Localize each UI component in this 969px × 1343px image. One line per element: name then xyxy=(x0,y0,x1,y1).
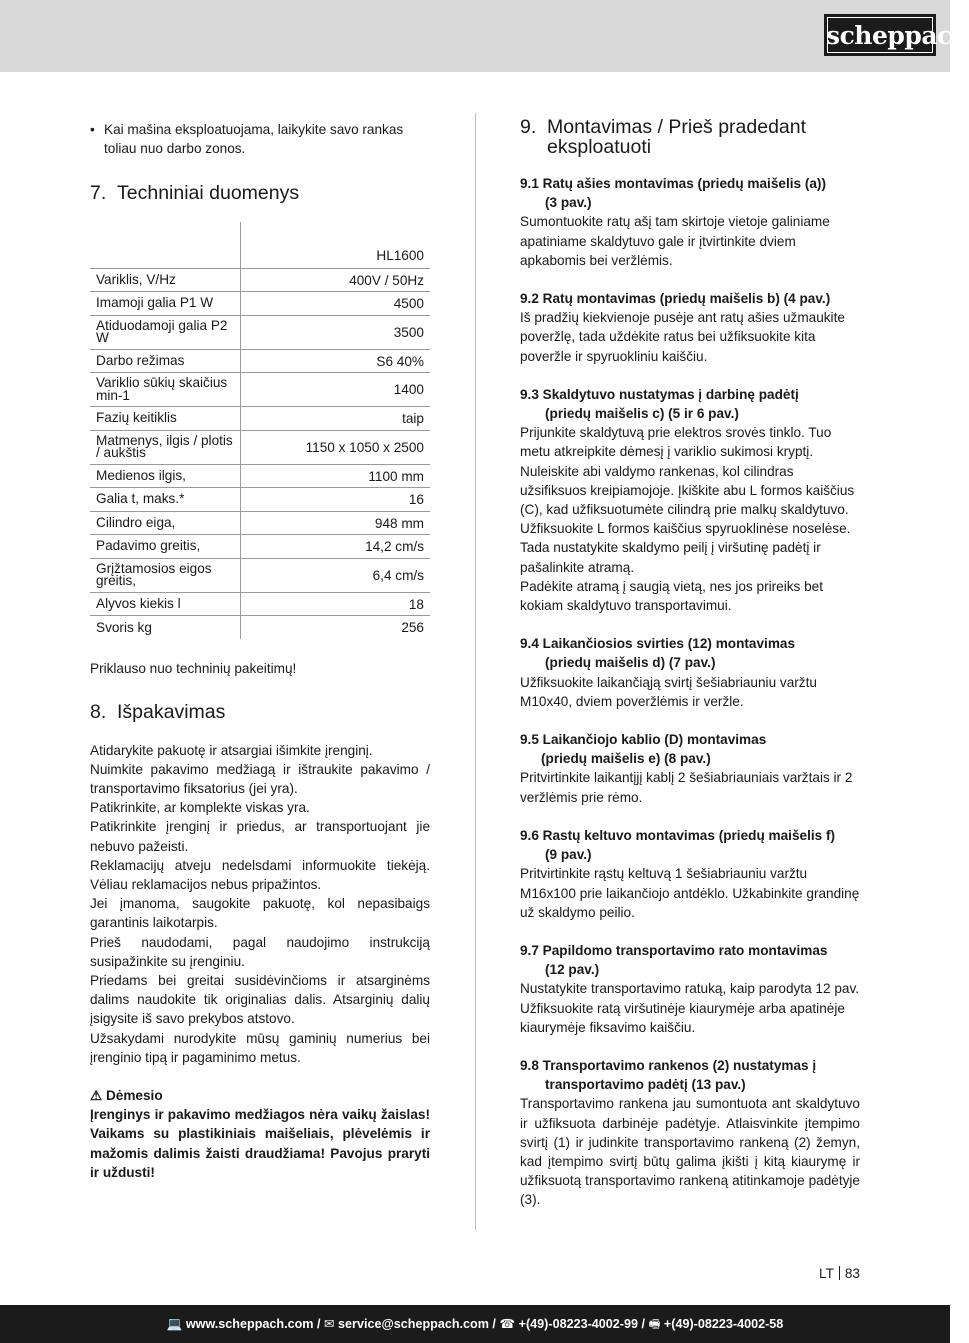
row-label: Fazių keitiklis xyxy=(90,407,240,431)
unpack-line: Priedams bei greitai susidėvinčioms ir atsarginėms dalims naudokite tik originalias dalis. Atsarginių dalių įsigysite iš savo prekybos atstovo. xyxy=(90,973,430,1027)
section-8-heading xyxy=(90,701,430,723)
footer-email-link[interactable]: service@scheppach.com xyxy=(338,1317,489,1331)
subsection-title-line: 9.6 Rastų keltuvo montavimas (priedų maišelis f) xyxy=(520,827,836,843)
section-8-title: Išpakavimas xyxy=(117,700,226,723)
table-row xyxy=(90,373,430,407)
phone-icon: ☎ xyxy=(499,1317,516,1331)
subsection-title xyxy=(520,941,860,979)
row-label: Cilindro eiga, xyxy=(90,511,240,535)
subsection-text: Nustatykite transportavimo ratuką, kaip parodyta 12 pav. Užfiksuokite ratą viršutinėje kiaurymėje arba apatinėje kiaurymėje fiksavimo kaiščiu. xyxy=(520,981,860,1035)
page-num: 83 xyxy=(844,1266,860,1281)
row-label: Variklis, V/Hz xyxy=(90,268,240,292)
row-value: 3500 xyxy=(240,315,430,349)
warning-text: Įrenginys ir pakavimo medžiagos nėra vaikų žaislas! Vaikams su plastikiniais maišeliais, plėvelėmis ir mažomis dalimis žaisti draudžiama! Pavojus praryti ir uždusti! xyxy=(90,1107,430,1180)
subsection-text: Sumontuokite ratų ašį tam skirtoje vietoje galiniame apatiniame skaldytuvo gale ir įtvirtinkite dviem apkabomis bei veržlėmis. xyxy=(520,214,830,268)
unpack-line: Reklamacijų atveju nedelsdami informuokite tiekėją. Vėliau reklamacijos nebus pripažintos. xyxy=(90,857,430,893)
section-7-heading xyxy=(90,182,430,204)
section-7-title: Techniniai duomenys xyxy=(117,182,300,205)
fax-icon: 🖷 xyxy=(648,1317,661,1331)
subsection-9-7 xyxy=(520,941,860,1037)
section-7-number: 7. xyxy=(90,182,107,205)
table-row xyxy=(90,430,430,464)
row-value: 256 xyxy=(401,620,424,636)
unpack-line: Jei įmanoma, saugokite pakuotę, kol nepasibaigs garantinis laikotarpis. xyxy=(90,896,430,931)
warning-heading xyxy=(90,1086,430,1105)
subsection-title xyxy=(520,634,860,672)
row-label: Padavimo greitis, xyxy=(90,535,240,559)
warning-title: Dėmesio xyxy=(105,1088,163,1104)
subsection-title xyxy=(520,730,860,768)
page-number-separator xyxy=(839,1266,840,1280)
row-value: 1400 xyxy=(240,373,430,407)
row-value: 14,2 cm/s xyxy=(240,535,430,559)
subsection-title xyxy=(520,385,860,423)
unpack-line: Nuimkite pakavimo medžiagą ir ištraukite pakavimo / transportavimo fiksatorius (jei yra). xyxy=(90,761,430,797)
subsection-title-cont: (3 pav.) xyxy=(545,195,592,211)
table-model: HL1600 xyxy=(240,222,430,268)
table-row xyxy=(90,315,430,349)
subsection-text: Iš pradžių kiekvienoje pusėje ant ratų ašies užmaukite poveržlę, tada uždėkite ratus bei užfiksuokite kita poveržle ir spyruokliniu kaiščiu. xyxy=(520,310,845,364)
row-label: Grįžtamosios eigos greitis, xyxy=(90,558,240,592)
footer-fax: +(49)-08223-4002-58 xyxy=(663,1317,784,1331)
unpack-line: Atidarykite pakuotę ir atsargiai išimkite įrenginį. xyxy=(90,742,373,758)
page-number xyxy=(819,1265,860,1282)
footer-website-link[interactable]: www.scheppach.com xyxy=(185,1317,314,1331)
technical-change-note: Priklauso nuo techninių pakeitimų! xyxy=(90,661,297,677)
table-row xyxy=(90,488,430,512)
subsection-title xyxy=(520,1056,860,1094)
row-value: S6 40% xyxy=(240,349,430,373)
left-column xyxy=(90,120,430,1182)
subsection-title-line: 9.1 Ratų ašies montavimas (priedų maišelis (a)) xyxy=(520,176,826,191)
subsection-title-line: 9.8 Transportavimo rankenos (2) nustatymas į xyxy=(520,1057,817,1073)
footer-phone: +(49)-08223-4002-99 xyxy=(518,1317,639,1331)
subsection-9-3 xyxy=(520,385,860,615)
subsection-9-2 xyxy=(520,289,860,366)
mail-icon: ✉ xyxy=(323,1317,335,1331)
section-8-number: 8. xyxy=(90,700,107,723)
row-value: 16 xyxy=(240,488,430,512)
row-value: 948 mm xyxy=(240,511,430,535)
table-row xyxy=(90,616,430,640)
row-value: 4500 xyxy=(240,292,430,316)
unpack-line: Prieš naudodami, pagal naudojimo instrukciją susipažinkite su įrenginiu. xyxy=(90,934,430,969)
table-row xyxy=(90,349,430,373)
footer-contact-bar: 💻 www.scheppach.com / ✉ service@scheppach.com / ☎ +(49)-08223-4002-99 / 🖷 +(49)-08223-4002-58 xyxy=(0,1305,950,1343)
row-value: taip xyxy=(240,407,430,431)
subsection-9-8 xyxy=(520,1056,860,1210)
subsection-text: Pritvirtinkite rąstų keltuvą 1 šešiabriauniu varžtu M16x100 prie laikančiojo antdėklo. Užkabinkite grandinę už skaldymo peilio. xyxy=(520,866,860,920)
table-row xyxy=(90,558,430,592)
safety-bullet: • Kai mašina eksploatuojama, laikykite savo rankas toliau nuo darbo zonos. xyxy=(90,120,430,158)
right-column xyxy=(520,117,860,1210)
scheppach-logo: scheppach xyxy=(824,14,936,56)
subsection-title-cont: transportavimo padėtį (13 pav.) xyxy=(545,1077,746,1093)
row-label: Medienos ilgis, xyxy=(90,464,240,488)
table-row xyxy=(90,464,430,488)
table-header-empty xyxy=(90,222,240,268)
unpack-line: Užsakydami nurodykite mūsų gaminių numerius bei įrenginio tipą ir pagaminimo metus. xyxy=(90,1030,430,1065)
subsection-text-extra: Padėkite atramą į saugią vietą, nes jos prireiks bet kokiam skaldytuvo transportavimui. xyxy=(520,578,823,614)
table-row xyxy=(90,511,430,535)
subsection-text: Prijunkite skaldytuvą prie elektros srovės tinklo. Tuo metu atkreipkite dėmesį į variklio sukimosi kryptį. Nuleiskite abi valdymo rankenas, kol cilindras užsifiksuos kreipiamojoje. Įkiškite abu L formos kaiščius (C), kad užfiksuotumėte cilindrą prie malkų skaldytuvo. Užfiksuokite L formos kaiščius spyruoklinėse noselėse. Tada nustatykite skaldymo peilį į viršutinę padėtį ir pašalinkite atramą. xyxy=(520,425,855,575)
section-9-number: 9. xyxy=(520,116,537,138)
subsection-title-line: 9.3 Skaldytuvo nustatymas į darbinę padėtį xyxy=(520,386,799,402)
subsection-title-line: 9.2 Ratų montavimas (priedų maišelis b) (4 pav.) xyxy=(520,291,831,307)
row-value: 1150 x 1050 x 2500 xyxy=(240,430,430,464)
subsection-title-cont: (priedų maišelis c) (5 ir 6 pav.) xyxy=(545,406,739,422)
page-lang: LT xyxy=(819,1266,834,1281)
header-band xyxy=(0,0,950,72)
table-row xyxy=(90,268,430,292)
row-value: 400V / 50Hz xyxy=(240,268,430,292)
subsection-9-4 xyxy=(520,634,860,711)
row-label: Alyvos kiekis l xyxy=(90,592,240,616)
subsection-text: Pritvirtinkite laikantįjį kablį 2 šešiabriauniais varžtais ir 2 veržlėmis prie rėmo. xyxy=(520,770,853,805)
unpack-line: Patikrinkite, ar komplekte viskas yra. xyxy=(90,800,310,816)
section-9-heading xyxy=(520,117,860,157)
row-label: Variklio sūkių skaičius min-1 xyxy=(90,373,240,407)
computer-icon: 💻 xyxy=(166,1317,183,1331)
row-label: Imamoji galia P1 W xyxy=(90,292,240,316)
table-header-row xyxy=(90,222,430,268)
section-9-title: Montavimas / Prieš pradedant eksploatuoti xyxy=(547,116,807,158)
table-row xyxy=(90,407,430,431)
row-label: Matmenys, ilgis / plotis / aukštis xyxy=(90,430,240,464)
row-label: Darbo režimas xyxy=(90,349,240,373)
subsection-title-cont: (12 pav.) xyxy=(545,962,600,978)
row-label: Atiduodamoji galia P2 W xyxy=(90,315,240,349)
subsection-title-cont: (priedų maišelis e) (8 pav.) xyxy=(541,751,711,767)
subsection-text: Transportavimo rankena jau sumontuota ant skaldytuvo ir užfiksuota darbinėje padėtyje. Atlaisvinkite įtempimo svirtį (1) ir judinkite transportavimo rankeną (2) žemyn, kad įtempimo svirtį būtų galima įkišti į kitą kiaurymę ir užfiksuotą transportavimo rankeną atitinkamoje padėtyje (3). xyxy=(520,1096,860,1208)
subsection-9-1 xyxy=(520,174,860,270)
subsection-9-5 xyxy=(520,730,860,807)
row-label: Svoris kg xyxy=(90,616,240,640)
row-label: Galia t, maks.* xyxy=(90,488,240,512)
tech-data-table xyxy=(90,222,430,639)
subsection-title-cont: (priedų maišelis d) (7 pav.) xyxy=(545,655,716,671)
unpack-line: Patikrinkite įrenginį ir priedus, ar transportuojant jie nebuvo pažeisti. xyxy=(90,819,430,854)
subsection-9-6 xyxy=(520,826,860,922)
row-value: 1100 mm xyxy=(240,464,430,488)
subsection-title-line: 9.7 Papildomo transportavimo rato montavimas xyxy=(520,942,828,958)
subsection-title-line: 9.5 Laikančiojo kablio (D) montavimas xyxy=(520,732,767,748)
subsection-title xyxy=(520,289,860,308)
row-value: 6,4 cm/s xyxy=(240,558,430,592)
column-divider xyxy=(475,113,476,1230)
subsection-title xyxy=(520,174,860,212)
subsection-title xyxy=(520,826,860,864)
subsection-text: Užfiksuokite laikančiąją svirtį šešiabriauniu varžtu M10x40, dviem poveržlėmis ir veržle. xyxy=(520,674,817,709)
table-row xyxy=(90,535,430,559)
table-row xyxy=(90,292,430,316)
subsection-title-line: 9.4 Laikančiosios svirties (12) montavimas xyxy=(520,636,796,652)
row-value: 18 xyxy=(240,592,430,616)
warning-triangle-icon: ⚠ xyxy=(90,1088,103,1104)
subsection-title-cont: (9 pav.) xyxy=(545,847,592,863)
unpacking-text xyxy=(90,741,430,1067)
table-row xyxy=(90,592,430,616)
